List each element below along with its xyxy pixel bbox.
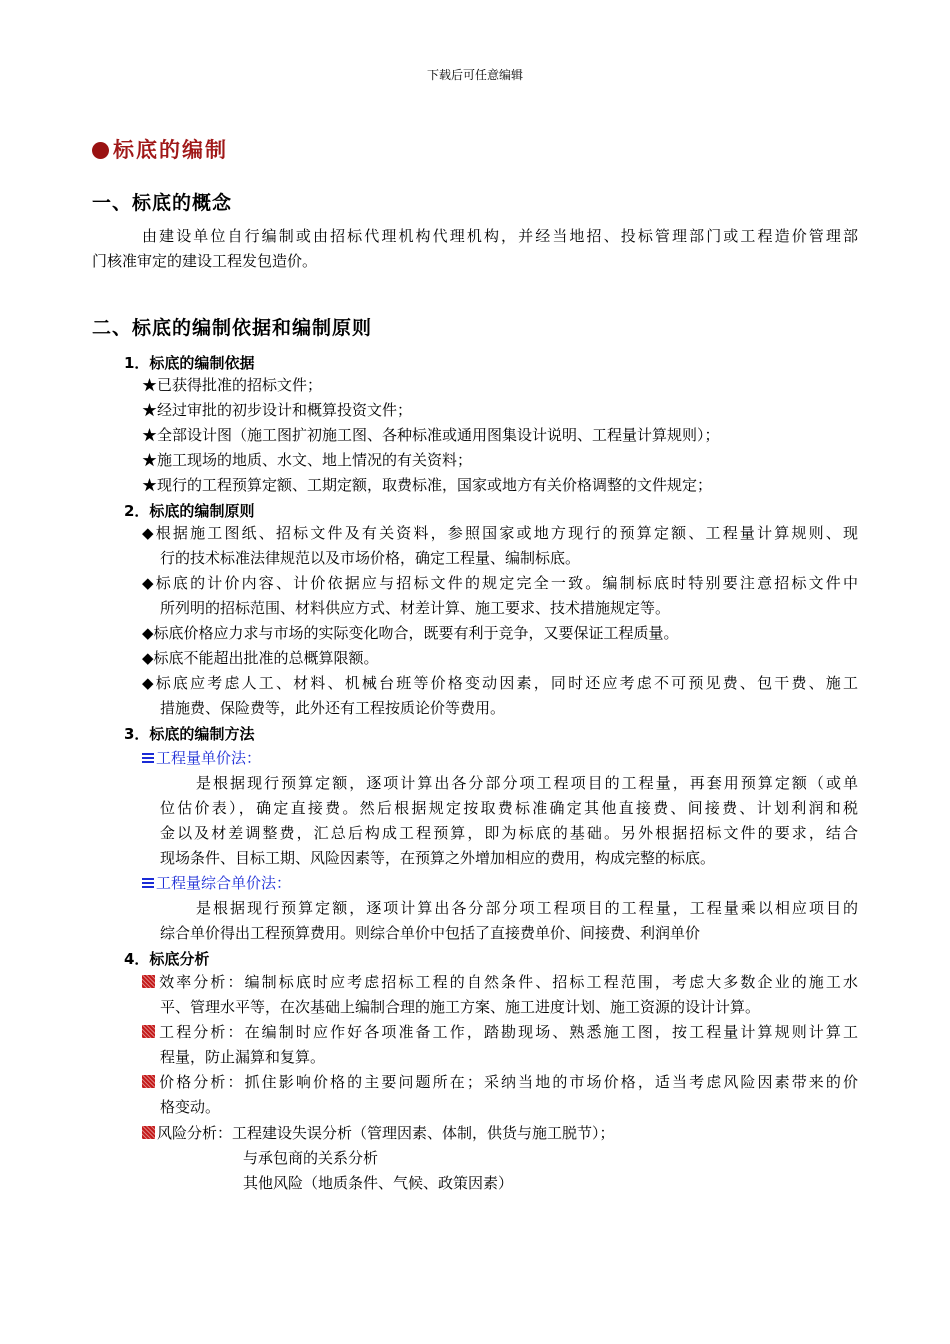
method2-line: 是根据现行预算定额，逐项计算出各分部分项工程项目的工程量，工程量乘以相应项目的 xyxy=(196,899,858,917)
double-bar-icon xyxy=(142,878,154,888)
section1-para-line2: 门核准审定的建设工程发包造价。 xyxy=(92,252,318,270)
page-header: 下载后可任意编辑 xyxy=(426,68,523,82)
sub4-item-line1 xyxy=(142,1020,858,1045)
section2-heading: 二、标底的编制依据和编制原则 xyxy=(92,317,373,339)
sub4-item-line1 xyxy=(142,1070,858,1095)
sub2-item-line1: ◆标底的计价内容、计价依据应与招标文件的规定完全一致。编制标底时特别要注意招标文件中 xyxy=(142,574,858,592)
method1-line: 是根据现行预算定额，逐项计算出各分部分项工程项目的工程量，再套用预算定额（或单 xyxy=(196,774,858,792)
method1-line: 现场条件、目标工期、风险因素等，在预算之外增加相应的费用，构成完整的标底。 xyxy=(160,849,716,867)
sub4-item-line1 xyxy=(142,970,858,995)
sub4-item-text: 工程分析：在编制时应作好各项准备工作，踏勘现场、熟悉施工图，按工程量计算规则计算工 xyxy=(157,1023,858,1041)
method1-label-text: 工程量单价法： xyxy=(156,749,262,767)
sub4-item-line2: 平、管理水平等，在次基础上编制合理的施工方案、施工进度计划、施工资源的设计计算。 xyxy=(160,998,761,1016)
red-square-bullet-icon xyxy=(142,1025,155,1038)
red-square-bullet-icon xyxy=(142,975,155,988)
sub4-item-line3: 其他风险（地质条件、气候、政策因素） xyxy=(243,1174,514,1192)
sub1-item: ★施工现场的地质、水文、地上情况的有关资料； xyxy=(142,451,473,469)
method2-label-text: 工程量综合单价法： xyxy=(156,874,292,892)
sub4-item-text: 风险分析：工程建设失误分析（管理因素、体制，供货与施工脱节）； xyxy=(157,1124,615,1142)
sub2-item-line1: ◆标底不能超出批准的总概算限额。 xyxy=(142,649,379,667)
sub4-item-line2: 与承包商的关系分析 xyxy=(243,1149,379,1167)
section1-heading: 一、标底的概念 xyxy=(92,192,233,214)
double-bar-icon xyxy=(142,753,154,763)
sub2-item-line2: 行的技术标准法律规范以及市场价格，确定工程量、编制标底。 xyxy=(160,549,581,567)
sub4-item-text: 价格分析：抓住影响价格的主要问题所在；采纳当地的市场价格，适当考虑风险因素带来的价 xyxy=(157,1073,858,1091)
sub4-heading: 4．标底分析 xyxy=(124,950,210,968)
sub2-item-line1: ◆根据施工图纸、招标文件及有关资料，参照国家或地方现行的预算定额、工程量计算规则、现 xyxy=(142,524,858,542)
method1-line: 金以及材差调整费，汇总后构成工程预算，即为标底的基础。另外根据招标文件的要求，结合 xyxy=(160,824,858,842)
red-square-bullet-icon xyxy=(142,1075,155,1088)
sub4-item-text: 效率分析：编制标底时应考虑招标工程的自然条件、招标工程范围，考虑大多数企业的施工水 xyxy=(157,973,858,991)
document-title xyxy=(92,134,228,164)
sub2-item-line2: 措施费、保险费等，此外还有工程按质论价等费用。 xyxy=(160,699,506,717)
sub1-item: ★经过审批的初步设计和概算投资文件； xyxy=(142,401,413,419)
sub1-item: ★已获得批准的招标文件； xyxy=(142,376,323,394)
sub2-heading: 2．标底的编制原则 xyxy=(124,502,255,520)
sub3-heading: 3．标底的编制方法 xyxy=(124,725,255,743)
title-text: 标底的编制 xyxy=(113,138,228,162)
sub2-item-line2: 所列明的招标范围、材料供应方式、材差计算、施工要求、技术措施规定等。 xyxy=(160,599,671,617)
sub2-item-line1: ◆标底价格应力求与市场的实际变化吻合，既要有利于竞争，又要保证工程质量。 xyxy=(142,624,679,642)
red-square-bullet-icon xyxy=(142,1126,155,1139)
method2-line: 综合单价得出工程预算费用。则综合单价中包括了直接费单价、间接费、利润单价 xyxy=(160,924,701,942)
method1-label xyxy=(142,746,261,771)
sub1-heading: 1．标底的编制依据 xyxy=(124,354,255,372)
sub1-item: ★全部设计图（施工图扩初施工图、各种标准或通用图集设计说明、工程量计算规则）； xyxy=(142,426,720,444)
sub4-item-line2: 格变动。 xyxy=(160,1098,221,1116)
sub1-item: ★现行的工程预算定额、工期定额，取费标准，国家或地方有关价格调整的文件规定； xyxy=(142,476,713,494)
sub4-item-line1 xyxy=(142,1121,615,1146)
red-dot-icon xyxy=(92,142,109,159)
section1-para-line1: 由建设单位自行编制或由招标代理机构代理机构，并经当地招、投标管理部门或工程造价管理部 xyxy=(142,227,858,245)
method2-label xyxy=(142,871,291,896)
sub4-item-line2: 程量，防止漏算和复算。 xyxy=(160,1048,326,1066)
sub2-item-line1: ◆标底应考虑人工、材料、机械台班等价格变动因素，同时还应考虑不可预见费、包干费、施工 xyxy=(142,674,858,692)
method1-line: 位估价表），确定直接费。然后根据规定按取费标准确定其他直接费、间接费、计划利润和税 xyxy=(160,799,858,817)
